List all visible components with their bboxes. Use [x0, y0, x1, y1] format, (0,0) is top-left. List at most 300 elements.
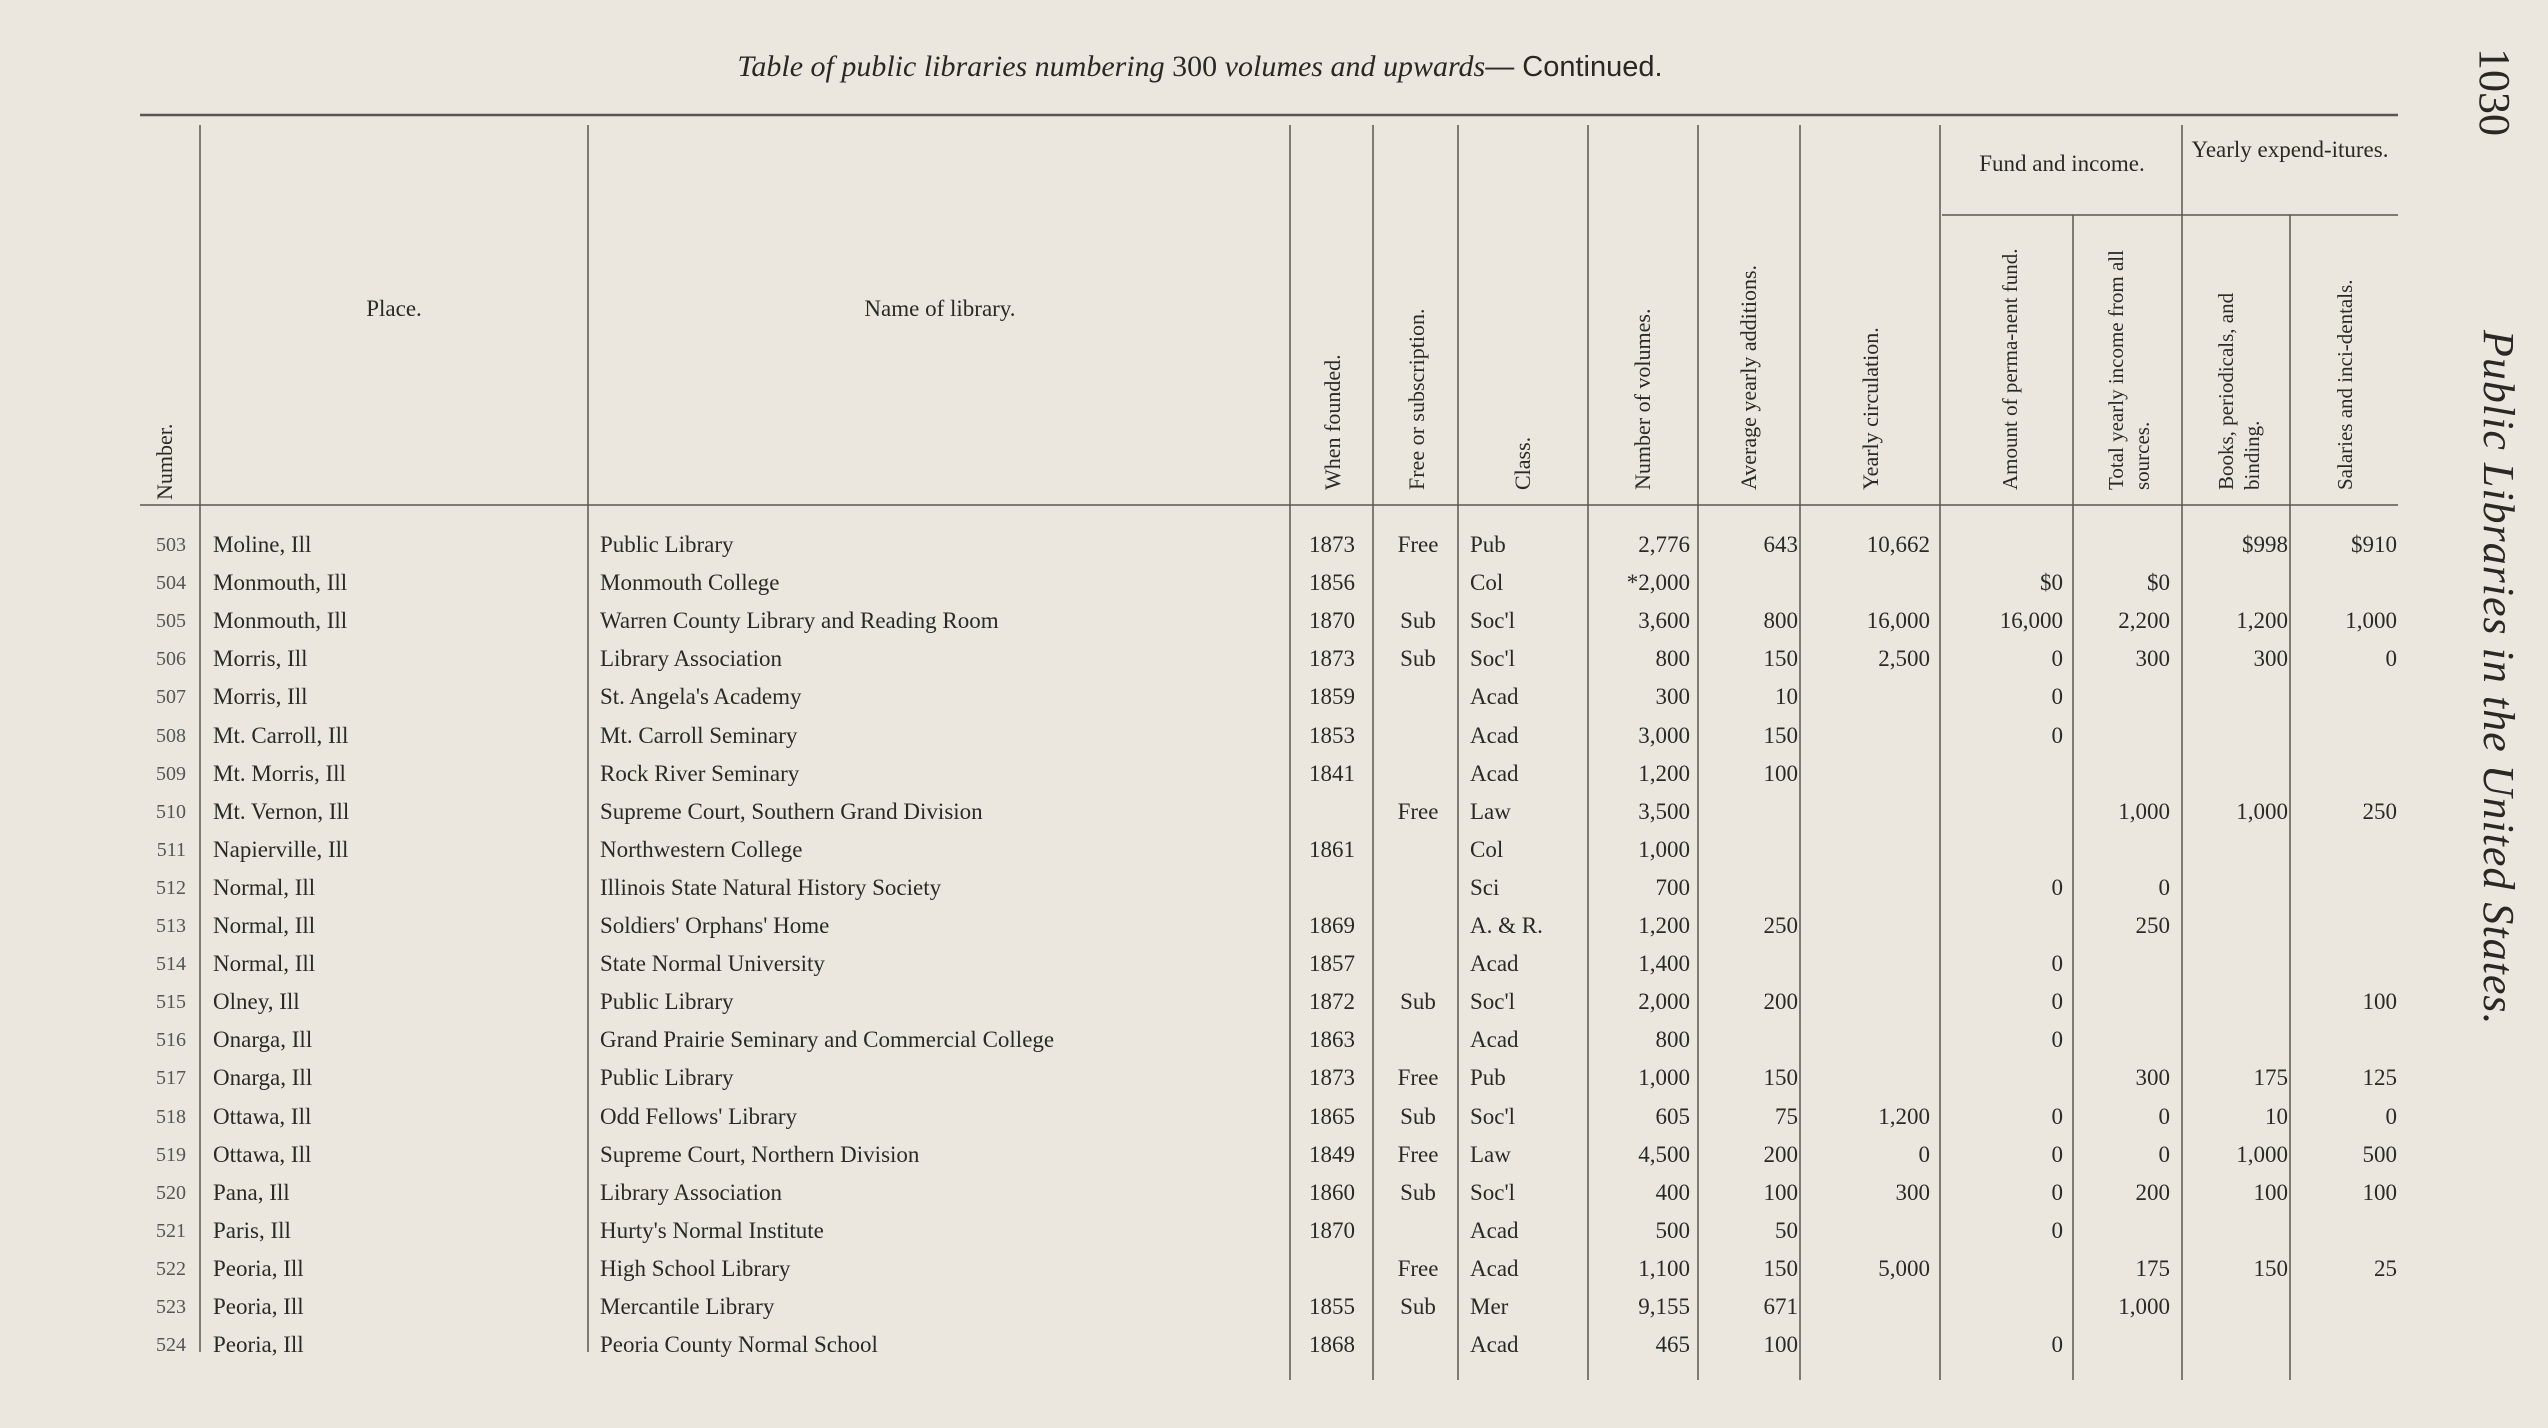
title-part-1: Table	[737, 50, 804, 83]
table-row	[0, 1136, 2548, 1174]
empty-cell-dots	[2301, 717, 2395, 755]
empty-cell-dots	[1382, 755, 1456, 793]
table-row	[0, 1021, 2548, 1059]
cell-place: Napierville, Ill	[213, 836, 349, 862]
cell-cls: Acad	[1470, 1027, 1519, 1053]
empty-cell-dots	[2301, 564, 2395, 602]
cell-vols: 800	[1655, 1027, 1690, 1053]
cell-num: 507	[156, 686, 186, 709]
empty-cell-dots	[2194, 1288, 2286, 1326]
cell-books: $998	[2242, 532, 2288, 557]
cell-cls: Pub	[1470, 1065, 1506, 1091]
cell-addn: 200	[1763, 989, 1798, 1015]
cell-free: Sub	[1400, 646, 1436, 672]
cell-free: Sub	[1400, 1294, 1436, 1319]
cell-addn: 150	[1763, 1255, 1798, 1281]
cell-place: Onarga, Ill	[213, 1065, 313, 1091]
title-continued: — Continued.	[1485, 51, 1663, 83]
empty-cell-dots	[1809, 1059, 1928, 1097]
cell-name: Rock River Seminary	[600, 760, 800, 786]
empty-cell-dots	[2081, 1326, 2168, 1364]
cell-income: 200	[2135, 1179, 2170, 1205]
table-row	[0, 983, 2548, 1021]
cell-vols: 400	[1655, 1179, 1690, 1205]
header-number: Number.	[152, 423, 177, 500]
cell-vols: 465	[1655, 1332, 1690, 1358]
empty-cell-dots	[1382, 945, 1456, 983]
dot-leader	[1521, 1098, 1566, 1136]
cell-fund: $0	[2040, 570, 2063, 596]
cell-place: Ottawa, Ill	[213, 1103, 312, 1129]
cell-place: Morris, Ill	[213, 646, 308, 672]
cell-cls: Soc'l	[1470, 1179, 1516, 1205]
cell-fund: 0	[2051, 1332, 2063, 1358]
cell-place: Morris, Ill	[213, 684, 308, 710]
table-row	[0, 1098, 2548, 1136]
cell-founded: 1855	[1309, 1294, 1355, 1319]
empty-cell-dots	[2194, 907, 2286, 945]
dot-leader	[1521, 983, 1566, 1021]
empty-cell-dots	[2081, 526, 2168, 564]
cell-place: Peoria, Ill	[213, 1294, 304, 1319]
empty-cell-dots	[2194, 945, 2286, 983]
header-fund: Amount of perma-nent fund.	[1998, 248, 2022, 490]
cell-cls: Acad	[1470, 1255, 1519, 1281]
empty-cell-dots	[1809, 1288, 1928, 1326]
header-circulation: Yearly circulation.	[1858, 327, 1883, 490]
cell-place: Monmouth, Ill	[213, 570, 348, 596]
cell-place: Normal, Ill	[213, 874, 316, 900]
dot-leader	[1525, 945, 1566, 983]
empty-cell-dots	[1809, 831, 1928, 869]
cell-num: 513	[156, 915, 186, 937]
cell-cls: A. & R.	[1470, 913, 1543, 938]
dot-leader	[1521, 602, 1566, 640]
cell-addn: 100	[1763, 760, 1798, 786]
cell-cls: Acad	[1470, 684, 1519, 710]
dot-leader	[1517, 793, 1566, 831]
cell-addn: 150	[1763, 646, 1798, 672]
empty-cell-dots	[1704, 793, 1796, 831]
cell-name: Public Library	[600, 1065, 734, 1091]
dot-leader	[317, 1136, 579, 1174]
cell-founded: 1849	[1309, 1141, 1355, 1167]
cell-salaries: 25	[2374, 1255, 2397, 1281]
cell-num: 514	[156, 953, 186, 976]
empty-cell-dots	[2081, 1021, 2168, 1059]
cell-founded: 1856	[1309, 570, 1355, 596]
dot-leader	[321, 869, 579, 907]
cell-name: Mt. Carroll Seminary	[600, 722, 798, 748]
empty-cell-dots	[1809, 793, 1928, 831]
title-part-2: of public libraries numbering	[810, 50, 1165, 83]
cell-num: 524	[156, 1334, 186, 1357]
cell-name: Monmouth College	[600, 570, 780, 596]
cell-cls: Law	[1470, 798, 1511, 824]
cell-circ: 0	[1918, 1141, 1930, 1167]
cell-place: Olney, Ill	[213, 989, 300, 1015]
cell-vols: 2,000	[1638, 989, 1690, 1015]
dot-leader	[310, 1288, 579, 1326]
dot-leader	[354, 717, 579, 755]
cell-vols: 3,500	[1638, 798, 1690, 824]
dot-leader	[317, 526, 579, 564]
cell-salaries: 125	[2362, 1065, 2397, 1091]
dot-leader	[1509, 831, 1566, 869]
cell-free: Free	[1397, 1141, 1439, 1167]
cell-free: Sub	[1400, 608, 1436, 634]
cell-fund: 0	[2051, 1179, 2063, 1205]
cell-num: 505	[156, 610, 186, 633]
cell-books: 300	[2253, 646, 2288, 672]
cell-name: Library Association	[600, 646, 783, 672]
dot-leader	[808, 831, 1276, 869]
empty-cell-dots	[1809, 564, 1928, 602]
cell-income: 300	[2135, 646, 2170, 672]
cell-place: Mt. Morris, Ill	[213, 760, 346, 786]
cell-books: 100	[2253, 1179, 2288, 1205]
dot-leader	[310, 1326, 579, 1364]
cell-books: 1,200	[2236, 608, 2288, 634]
cell-free: Free	[1397, 1065, 1439, 1091]
empty-cell-dots	[1949, 831, 2061, 869]
cell-income: 2,200	[2118, 608, 2170, 634]
empty-cell-dots	[1382, 1212, 1456, 1250]
cell-name: Library Association	[600, 1179, 783, 1205]
header-volumes: Number of volumes.	[1630, 308, 1655, 490]
cell-free: Free	[1397, 532, 1439, 557]
cell-num: 519	[156, 1143, 186, 1166]
cell-place: Normal, Ill	[213, 913, 316, 938]
table-row	[0, 1250, 2548, 1288]
empty-cell-dots	[1809, 983, 1928, 1021]
cell-cls: Soc'l	[1470, 1103, 1516, 1129]
dot-leader	[739, 983, 1276, 1021]
cell-vols: 605	[1655, 1103, 1690, 1129]
cell-founded: 1861	[1309, 836, 1355, 862]
cell-name: Supreme Court, Southern Grand Division	[600, 798, 983, 824]
dot-leader	[810, 678, 1276, 716]
table-row	[0, 640, 2548, 678]
cell-salaries: 250	[2362, 798, 2397, 824]
dot-leader	[830, 1212, 1276, 1250]
title-part-3: 300	[1172, 50, 1218, 83]
empty-cell-dots	[1382, 869, 1456, 907]
cell-founded: 1860	[1309, 1179, 1355, 1205]
dot-leader	[1060, 1021, 1276, 1059]
cell-addn: 671	[1763, 1294, 1798, 1319]
cell-fund: 16,000	[1999, 608, 2063, 634]
cell-num: 516	[156, 1029, 186, 1052]
cell-vols: 1,000	[1638, 1065, 1690, 1091]
empty-cell-dots	[1809, 869, 1928, 907]
cell-place: Pana, Ill	[213, 1179, 290, 1205]
table-row	[0, 907, 2548, 945]
empty-cell-dots	[2194, 1212, 2286, 1250]
cell-founded: 1869	[1309, 913, 1355, 938]
cell-addn: 50	[1775, 1217, 1798, 1243]
dot-leader	[1512, 1059, 1566, 1097]
dot-leader	[314, 678, 579, 716]
cell-founded: 1853	[1309, 722, 1355, 748]
empty-cell-dots	[2081, 755, 2168, 793]
cell-founded: 1863	[1309, 1027, 1355, 1053]
dot-leader	[831, 945, 1276, 983]
table-row	[0, 1174, 2548, 1212]
cell-fund: 0	[2051, 1141, 2063, 1167]
cell-place: Ottawa, Ill	[213, 1141, 312, 1167]
cell-num: 517	[156, 1067, 186, 1090]
empty-cell-dots	[1704, 869, 1796, 907]
header-free: Free or subscription.	[1404, 308, 1429, 490]
cell-vols: 500	[1655, 1217, 1690, 1243]
cell-founded: 1868	[1309, 1332, 1355, 1358]
empty-cell-dots	[1704, 831, 1796, 869]
dot-leader	[803, 717, 1276, 755]
dot-leader	[789, 640, 1276, 678]
dot-leader	[354, 831, 579, 869]
cell-vols: 4,500	[1638, 1141, 1690, 1167]
empty-cell-dots	[2301, 755, 2395, 793]
dot-leader	[352, 755, 579, 793]
empty-cell-dots	[1949, 793, 2061, 831]
table-row	[0, 945, 2548, 983]
dot-leader	[356, 793, 579, 831]
table-row	[0, 831, 2548, 869]
empty-cell-dots	[1949, 526, 2061, 564]
dot-leader	[884, 1326, 1276, 1364]
empty-cell-dots	[1382, 678, 1456, 716]
cell-name: Grand Prairie Seminary and Commercial College	[600, 1027, 1055, 1053]
table-row	[0, 526, 2548, 564]
empty-cell-dots	[1382, 1021, 1456, 1059]
empty-cell-dots	[1300, 1250, 1366, 1288]
empty-cell-dots	[2194, 1326, 2286, 1364]
cell-salaries: 1,000	[2345, 608, 2397, 634]
cell-place: Onarga, Ill	[213, 1027, 313, 1053]
cell-name: St. Angela's Academy	[600, 684, 802, 710]
dot-leader	[1525, 755, 1566, 793]
cell-num: 522	[156, 1257, 186, 1280]
cell-fund: 0	[2051, 1103, 2063, 1129]
table-row	[0, 1326, 2548, 1364]
cell-founded: 1859	[1309, 684, 1355, 710]
dot-leader	[1505, 869, 1566, 907]
dot-leader	[1525, 1326, 1566, 1364]
cell-founded: 1872	[1309, 989, 1355, 1015]
cell-vols: 3,600	[1638, 608, 1690, 634]
cell-vols: 9,155	[1638, 1294, 1690, 1319]
dot-leader	[310, 1250, 579, 1288]
dot-leader	[789, 1174, 1276, 1212]
dot-leader	[353, 602, 579, 640]
dot-leader	[1525, 1250, 1566, 1288]
cell-circ: 2,500	[1878, 646, 1930, 672]
empty-cell-dots	[1949, 1250, 2061, 1288]
cell-vols: 2,776	[1638, 532, 1690, 557]
empty-cell-dots	[1809, 1021, 1928, 1059]
cell-vols: 1,100	[1638, 1255, 1690, 1281]
cell-name: Peoria County Normal School	[600, 1332, 878, 1358]
dot-leader	[318, 1059, 579, 1097]
cell-num: 521	[156, 1219, 186, 1242]
cell-free: Sub	[1400, 1179, 1436, 1205]
empty-cell-dots	[1809, 755, 1928, 793]
cell-founded: 1865	[1309, 1103, 1355, 1129]
cell-name: Warren County Library and Reading Room	[600, 608, 999, 634]
empty-cell-dots	[2194, 678, 2286, 716]
cell-num: 515	[156, 991, 186, 1014]
cell-income: 0	[2158, 1103, 2170, 1129]
cell-cls: Acad	[1470, 1217, 1519, 1243]
cell-vols: 1,000	[1638, 836, 1690, 862]
empty-cell-dots	[2301, 945, 2395, 983]
cell-num: 504	[156, 572, 186, 595]
empty-cell-dots	[1704, 945, 1796, 983]
cell-name: Mercantile Library	[600, 1294, 775, 1319]
dot-leader	[353, 564, 579, 602]
dot-leader	[321, 945, 579, 983]
cell-founded: 1873	[1309, 646, 1355, 672]
dot-leader	[739, 526, 1276, 564]
table-row	[0, 755, 2548, 793]
table-row	[0, 793, 2548, 831]
cell-name: Supreme Court, Northern Division	[600, 1141, 920, 1167]
cell-cls: Soc'l	[1470, 646, 1516, 672]
cell-income: 175	[2135, 1255, 2170, 1281]
header-expenditures-group: Yearly expend-itures.	[2191, 137, 2389, 162]
empty-cell-dots	[1704, 1021, 1796, 1059]
cell-cls: Acad	[1470, 951, 1519, 977]
dot-leader	[1514, 1288, 1566, 1326]
table-row	[0, 1212, 2548, 1250]
dot-leader	[306, 983, 579, 1021]
empty-cell-dots	[1382, 1326, 1456, 1364]
cell-addn: 10	[1775, 684, 1798, 710]
cell-vols: 1,200	[1638, 913, 1690, 938]
cell-vols: 1,200	[1638, 760, 1690, 786]
dot-leader	[314, 640, 579, 678]
cell-num: 518	[156, 1105, 186, 1128]
empty-cell-dots	[1382, 907, 1456, 945]
cell-founded: 1870	[1309, 1217, 1355, 1243]
empty-cell-dots	[2194, 983, 2286, 1021]
empty-cell-dots	[2301, 831, 2395, 869]
cell-founded: 1857	[1309, 951, 1355, 977]
cell-cls: Acad	[1470, 760, 1519, 786]
cell-cls: Sci	[1470, 874, 1500, 900]
cell-free: Free	[1397, 1255, 1439, 1281]
empty-cell-dots	[1382, 564, 1456, 602]
empty-cell-dots	[2301, 1288, 2395, 1326]
table-row	[0, 869, 2548, 907]
cell-salaries: $910	[2351, 532, 2397, 557]
cell-circ: 300	[1895, 1179, 1930, 1205]
empty-cell-dots	[2081, 1212, 2168, 1250]
empty-cell-dots	[2194, 564, 2286, 602]
header-income: Total yearly income from all sources.	[2104, 250, 2154, 490]
empty-cell-dots	[1809, 1326, 1928, 1364]
dot-leader	[1521, 1174, 1566, 1212]
dot-leader	[835, 907, 1276, 945]
empty-cell-dots	[2194, 1021, 2286, 1059]
cell-place: Moline, Ill	[213, 532, 312, 557]
cell-books: 10	[2265, 1103, 2288, 1129]
cell-books: 1,000	[2236, 798, 2288, 824]
cell-fund: 0	[2051, 989, 2063, 1015]
empty-cell-dots	[1949, 755, 2061, 793]
cell-circ: 10,662	[1866, 532, 1930, 557]
empty-cell-dots	[1809, 907, 1928, 945]
cell-name: State Normal University	[600, 951, 825, 977]
dot-leader	[796, 1250, 1276, 1288]
cell-num: 508	[156, 724, 186, 747]
empty-cell-dots	[1300, 793, 1366, 831]
cell-place: Mt. Carroll, Ill	[213, 722, 349, 748]
cell-addn: 200	[1763, 1141, 1798, 1167]
cell-circ: 5,000	[1878, 1255, 1930, 1281]
dot-leader	[805, 755, 1276, 793]
dot-leader	[321, 907, 579, 945]
empty-cell-dots	[1809, 1212, 1928, 1250]
cell-income: 250	[2135, 913, 2170, 938]
cell-income: 300	[2135, 1065, 2170, 1091]
empty-cell-dots	[2301, 1326, 2395, 1364]
empty-cell-dots	[2301, 1212, 2395, 1250]
cell-circ: 16,000	[1866, 608, 1930, 634]
empty-cell-dots	[2081, 945, 2168, 983]
table-row	[0, 602, 2548, 640]
cell-founded: 1841	[1309, 760, 1355, 786]
cell-addn: 100	[1763, 1332, 1798, 1358]
cell-fund: 0	[2051, 874, 2063, 900]
cell-salaries: 100	[2362, 1179, 2397, 1205]
empty-cell-dots	[1300, 869, 1366, 907]
dot-leader	[786, 564, 1276, 602]
empty-cell-dots	[1704, 564, 1796, 602]
cell-name: Soldiers' Orphans' Home	[600, 913, 830, 938]
cell-cls: Col	[1470, 836, 1504, 862]
dot-leader	[1517, 1136, 1566, 1174]
cell-cls: Acad	[1470, 1332, 1519, 1358]
empty-cell-dots	[2081, 831, 2168, 869]
cell-books: 175	[2253, 1065, 2288, 1091]
cell-cls: Mer	[1470, 1294, 1509, 1319]
dot-leader	[989, 793, 1276, 831]
table-row	[0, 1059, 2548, 1097]
cell-salaries: 500	[2362, 1141, 2397, 1167]
cell-num: 523	[156, 1296, 186, 1318]
cell-founded: 1873	[1309, 1065, 1355, 1091]
cell-fund: 0	[2051, 1027, 2063, 1053]
table-row	[0, 564, 2548, 602]
empty-cell-dots	[2194, 717, 2286, 755]
table-row	[0, 1288, 2548, 1326]
cell-circ: 1,200	[1878, 1103, 1930, 1129]
cell-cls: Soc'l	[1470, 989, 1516, 1015]
dot-leader	[803, 1098, 1276, 1136]
header-salaries: Salaries and inci-dentals.	[2333, 279, 2357, 490]
empty-cell-dots	[1949, 907, 2061, 945]
cell-addn: 75	[1775, 1103, 1798, 1129]
cell-num: 506	[156, 648, 186, 671]
cell-income: 1,000	[2118, 798, 2170, 824]
dot-leader	[1525, 1212, 1566, 1250]
cell-place: Normal, Ill	[213, 951, 316, 977]
cell-place: Mt. Vernon, Ill	[213, 798, 350, 824]
cell-name: Illinois State Natural History Society	[600, 874, 942, 900]
cell-num: 520	[156, 1181, 186, 1204]
